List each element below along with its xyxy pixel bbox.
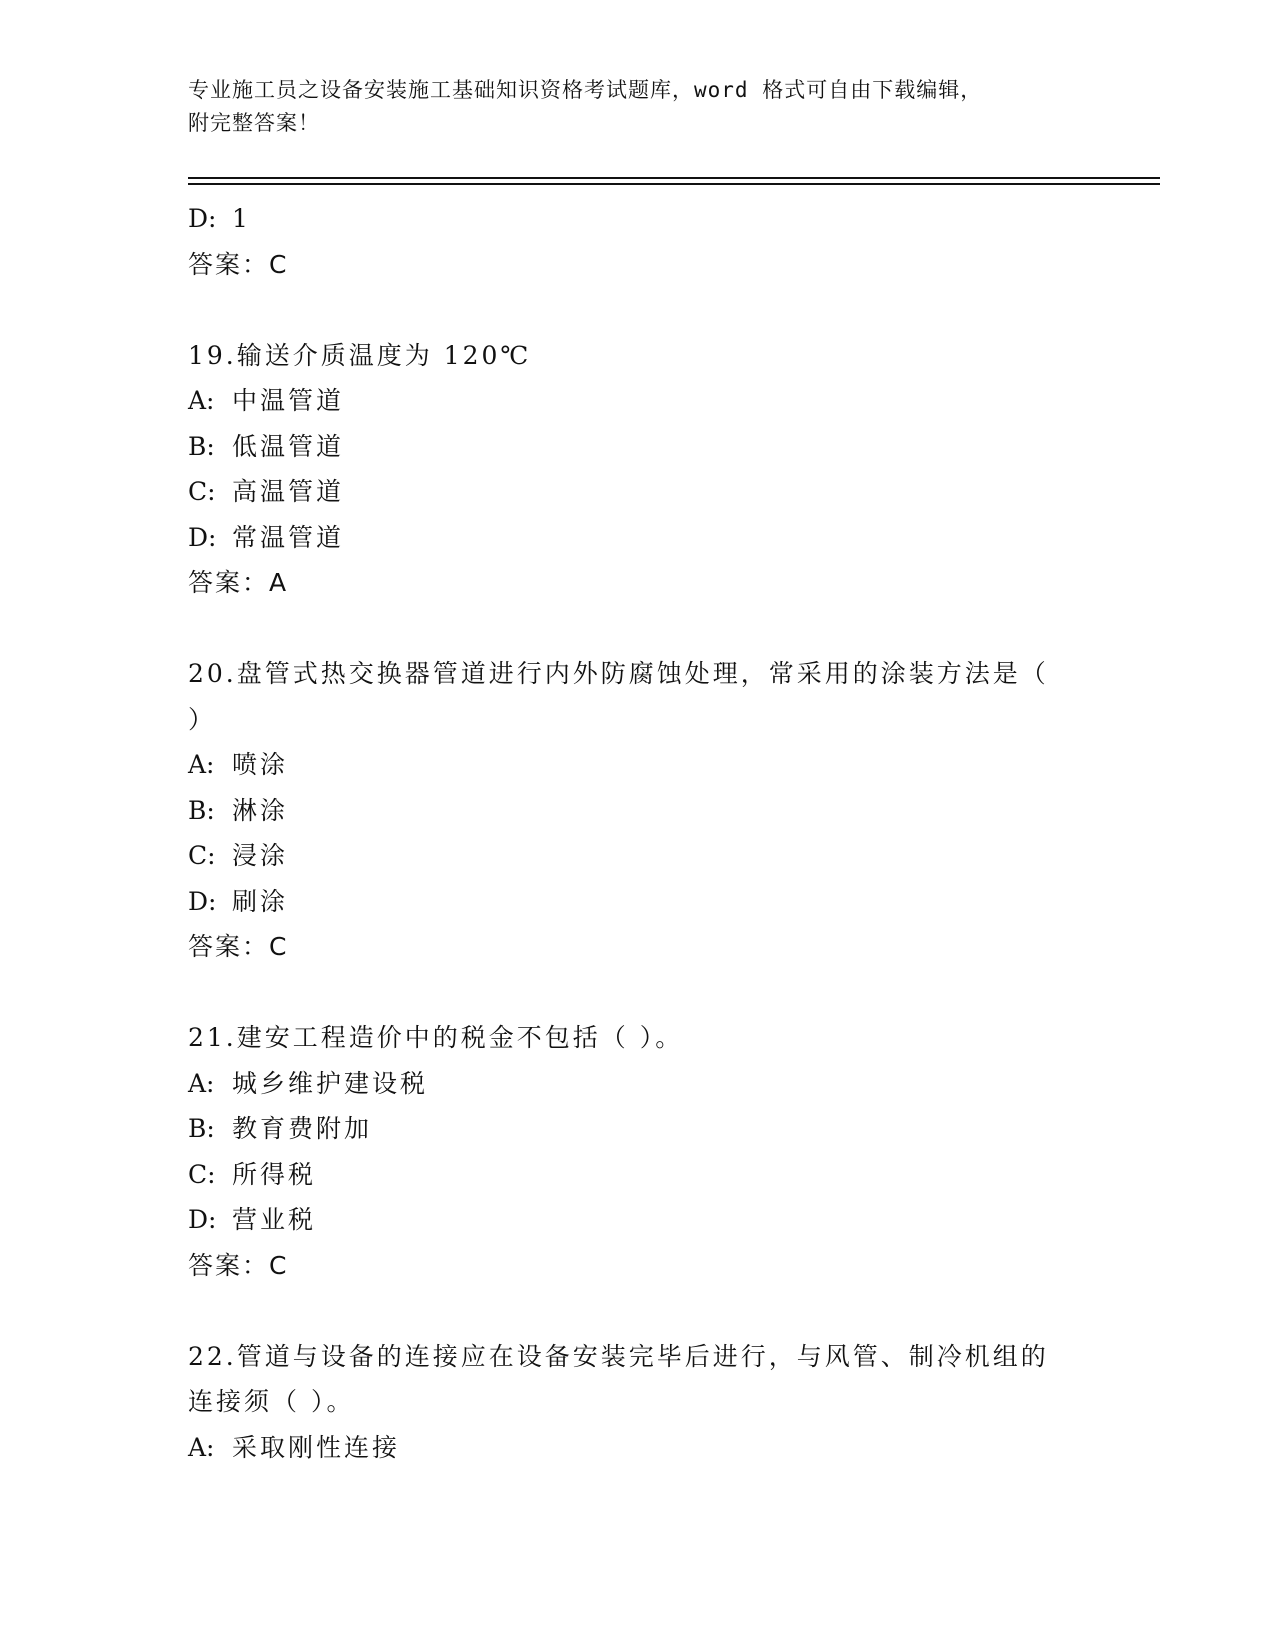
header-divider-bottom (188, 183, 1160, 185)
option-text: 淋涂 (232, 795, 289, 825)
option-text: 1 (232, 204, 251, 233)
option-text: 刷涂 (232, 886, 289, 916)
header-divider-top (188, 177, 1160, 179)
header-line-1: 专业施工员之设备安装施工基础知识资格考试题库，word 格式可自由下载编辑， (188, 78, 983, 102)
spacer (188, 606, 1148, 652)
option-key: B: (188, 795, 215, 825)
question-20-text-line-1: 20.盘管式热交换器管道进行内外防腐蚀处理，常采用的涂装方法是（ (188, 659, 1049, 688)
question-21-option-c (188, 1152, 1148, 1198)
option-key: D: (188, 1205, 217, 1234)
option-key: A: (188, 1068, 215, 1098)
option-text: 喷涂 (232, 750, 289, 779)
question-21-answer: 答案：C (188, 1250, 289, 1280)
question-22-text-line-1: 22.管道与设备的连接应在设备安装完毕后进行，与风管、制冷机组的 (188, 1341, 1049, 1371)
question-21-option-a (188, 1061, 1148, 1107)
option-key: A: (188, 750, 215, 779)
option-key: B: (188, 431, 215, 461)
option-text: 采取刚性连接 (232, 1432, 401, 1462)
question-22-text-line-2: 连接须（ ）。 (188, 1387, 355, 1416)
spacer (188, 287, 1148, 333)
option-key: A: (188, 1432, 215, 1462)
question-21-option-b (188, 1106, 1148, 1152)
header-line-2: 附完整答案！ (188, 111, 320, 135)
question-20-option-b (188, 788, 1148, 834)
option-text: 城乡维护建设税 (232, 1068, 429, 1098)
question-19-option-d (188, 515, 1148, 561)
document-header (188, 74, 1088, 140)
question-list (188, 196, 1148, 1470)
option-key: B: (188, 1114, 215, 1143)
option-key: A: (188, 386, 215, 415)
question-21-text: 21.建安工程造价中的税金不包括（ ）。 (188, 1023, 684, 1052)
option-text: 所得税 (232, 1159, 317, 1189)
option-text: 低温管道 (232, 431, 345, 461)
option-text: 常温管道 (232, 522, 345, 552)
option-key: C: (188, 1159, 216, 1189)
spacer (188, 1288, 1148, 1334)
option-text: 营业税 (232, 1205, 317, 1234)
question-19-text: 19.输送介质温度为 120℃ (188, 340, 532, 370)
question-20-option-c (188, 833, 1148, 879)
option-key: D: (188, 204, 217, 233)
spacer (188, 970, 1148, 1016)
question-20-option-a (188, 742, 1148, 788)
question-19-option-c (188, 469, 1148, 515)
option-key: D: (188, 522, 217, 552)
question-19-option-a (188, 378, 1148, 424)
question-19-option-b (188, 424, 1148, 470)
question-21-option-d (188, 1197, 1148, 1243)
question-20-option-d (188, 879, 1148, 925)
question-19-answer: 答案：A (188, 568, 289, 597)
question-20-text-line-2: ） (188, 704, 217, 734)
option-text: 浸涂 (232, 841, 289, 870)
option-key: C: (188, 477, 216, 506)
option-text: 高温管道 (232, 477, 345, 506)
prev-answer: 答案：C (188, 249, 289, 279)
question-20-answer: 答案：C (188, 932, 289, 961)
prev-option-d (188, 196, 1148, 242)
question-22-option-a (188, 1425, 1148, 1471)
option-text: 教育费附加 (232, 1114, 373, 1143)
option-key: C: (188, 841, 216, 870)
option-text: 中温管道 (232, 386, 345, 415)
option-key: D: (188, 886, 217, 916)
